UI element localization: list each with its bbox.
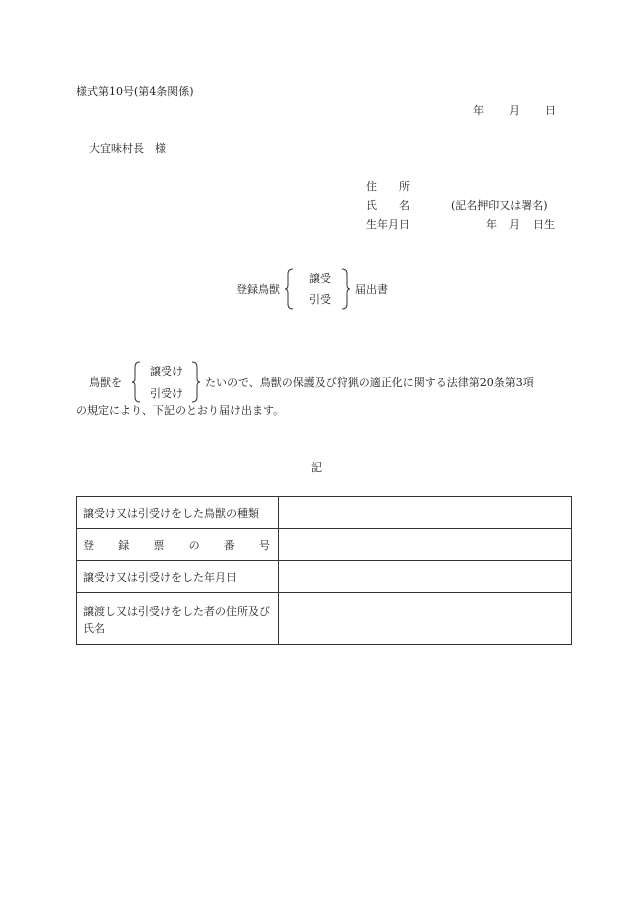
row-value-transfer-date[interactable]: [279, 561, 572, 593]
table-row: [77, 593, 572, 645]
seal-note: (記名押印又は署名): [451, 199, 548, 212]
body-right-brace-icon: [190, 361, 200, 403]
date-day: 日: [545, 104, 556, 117]
name-label: 氏 名: [366, 199, 410, 212]
birth-year: 年: [486, 218, 497, 231]
left-brace-icon: [285, 268, 295, 310]
body-option-2: 引受け: [150, 387, 183, 400]
date-month: 月: [509, 104, 520, 117]
birthdate-label: 生年月日: [366, 218, 410, 231]
address-label: 住 所: [366, 180, 410, 193]
row-value-transferor[interactable]: [279, 593, 572, 645]
birth-day: 日生: [533, 218, 555, 231]
title-option-1: 譲受: [309, 272, 331, 285]
body-line2: の規定により、下記のとおり届け出ます。: [76, 404, 285, 417]
row-label-registration-number: [77, 529, 279, 561]
addressee: 大宜味村長 様: [89, 142, 166, 155]
ki-heading: 記: [311, 461, 322, 474]
table-row: [77, 529, 572, 561]
body-prefix: 鳥獣を: [89, 376, 122, 389]
notification-table: [76, 496, 572, 645]
date-year: 年: [473, 104, 484, 117]
title-option-2: 引受: [309, 293, 331, 306]
body-line1-rest: たいので、鳥獣の保護及び狩猟の適正化に関する法律第20条第3項: [205, 376, 534, 389]
right-brace-icon: [340, 268, 350, 310]
row-label-species: 譲受け又は引受けをした鳥獣の種類: [77, 497, 279, 529]
title-suffix: 届出書: [355, 283, 388, 296]
form-number: 様式第10号(第4条関係): [76, 85, 194, 98]
row-value-registration-number[interactable]: [279, 529, 572, 561]
row-value-species[interactable]: [279, 497, 572, 529]
label-char: 票: [153, 538, 165, 552]
label-char: 登: [83, 538, 94, 552]
label-char: 号: [258, 538, 270, 552]
label-char: 録: [118, 538, 130, 552]
label-char: の: [188, 538, 200, 552]
label-char: 番: [223, 538, 235, 552]
row-label-transferor: 譲渡し又は引受けをした者の住所及び氏名: [77, 593, 279, 645]
body-left-brace-icon: [132, 361, 142, 403]
table-row: [77, 497, 572, 529]
title-prefix: 登録鳥獣: [236, 283, 280, 296]
birth-month: 月: [509, 218, 520, 231]
table-row: [77, 561, 572, 593]
body-option-1: 譲受け: [150, 365, 183, 378]
row-label-transfer-date: 譲受け又は引受けをした年月日: [77, 561, 279, 593]
